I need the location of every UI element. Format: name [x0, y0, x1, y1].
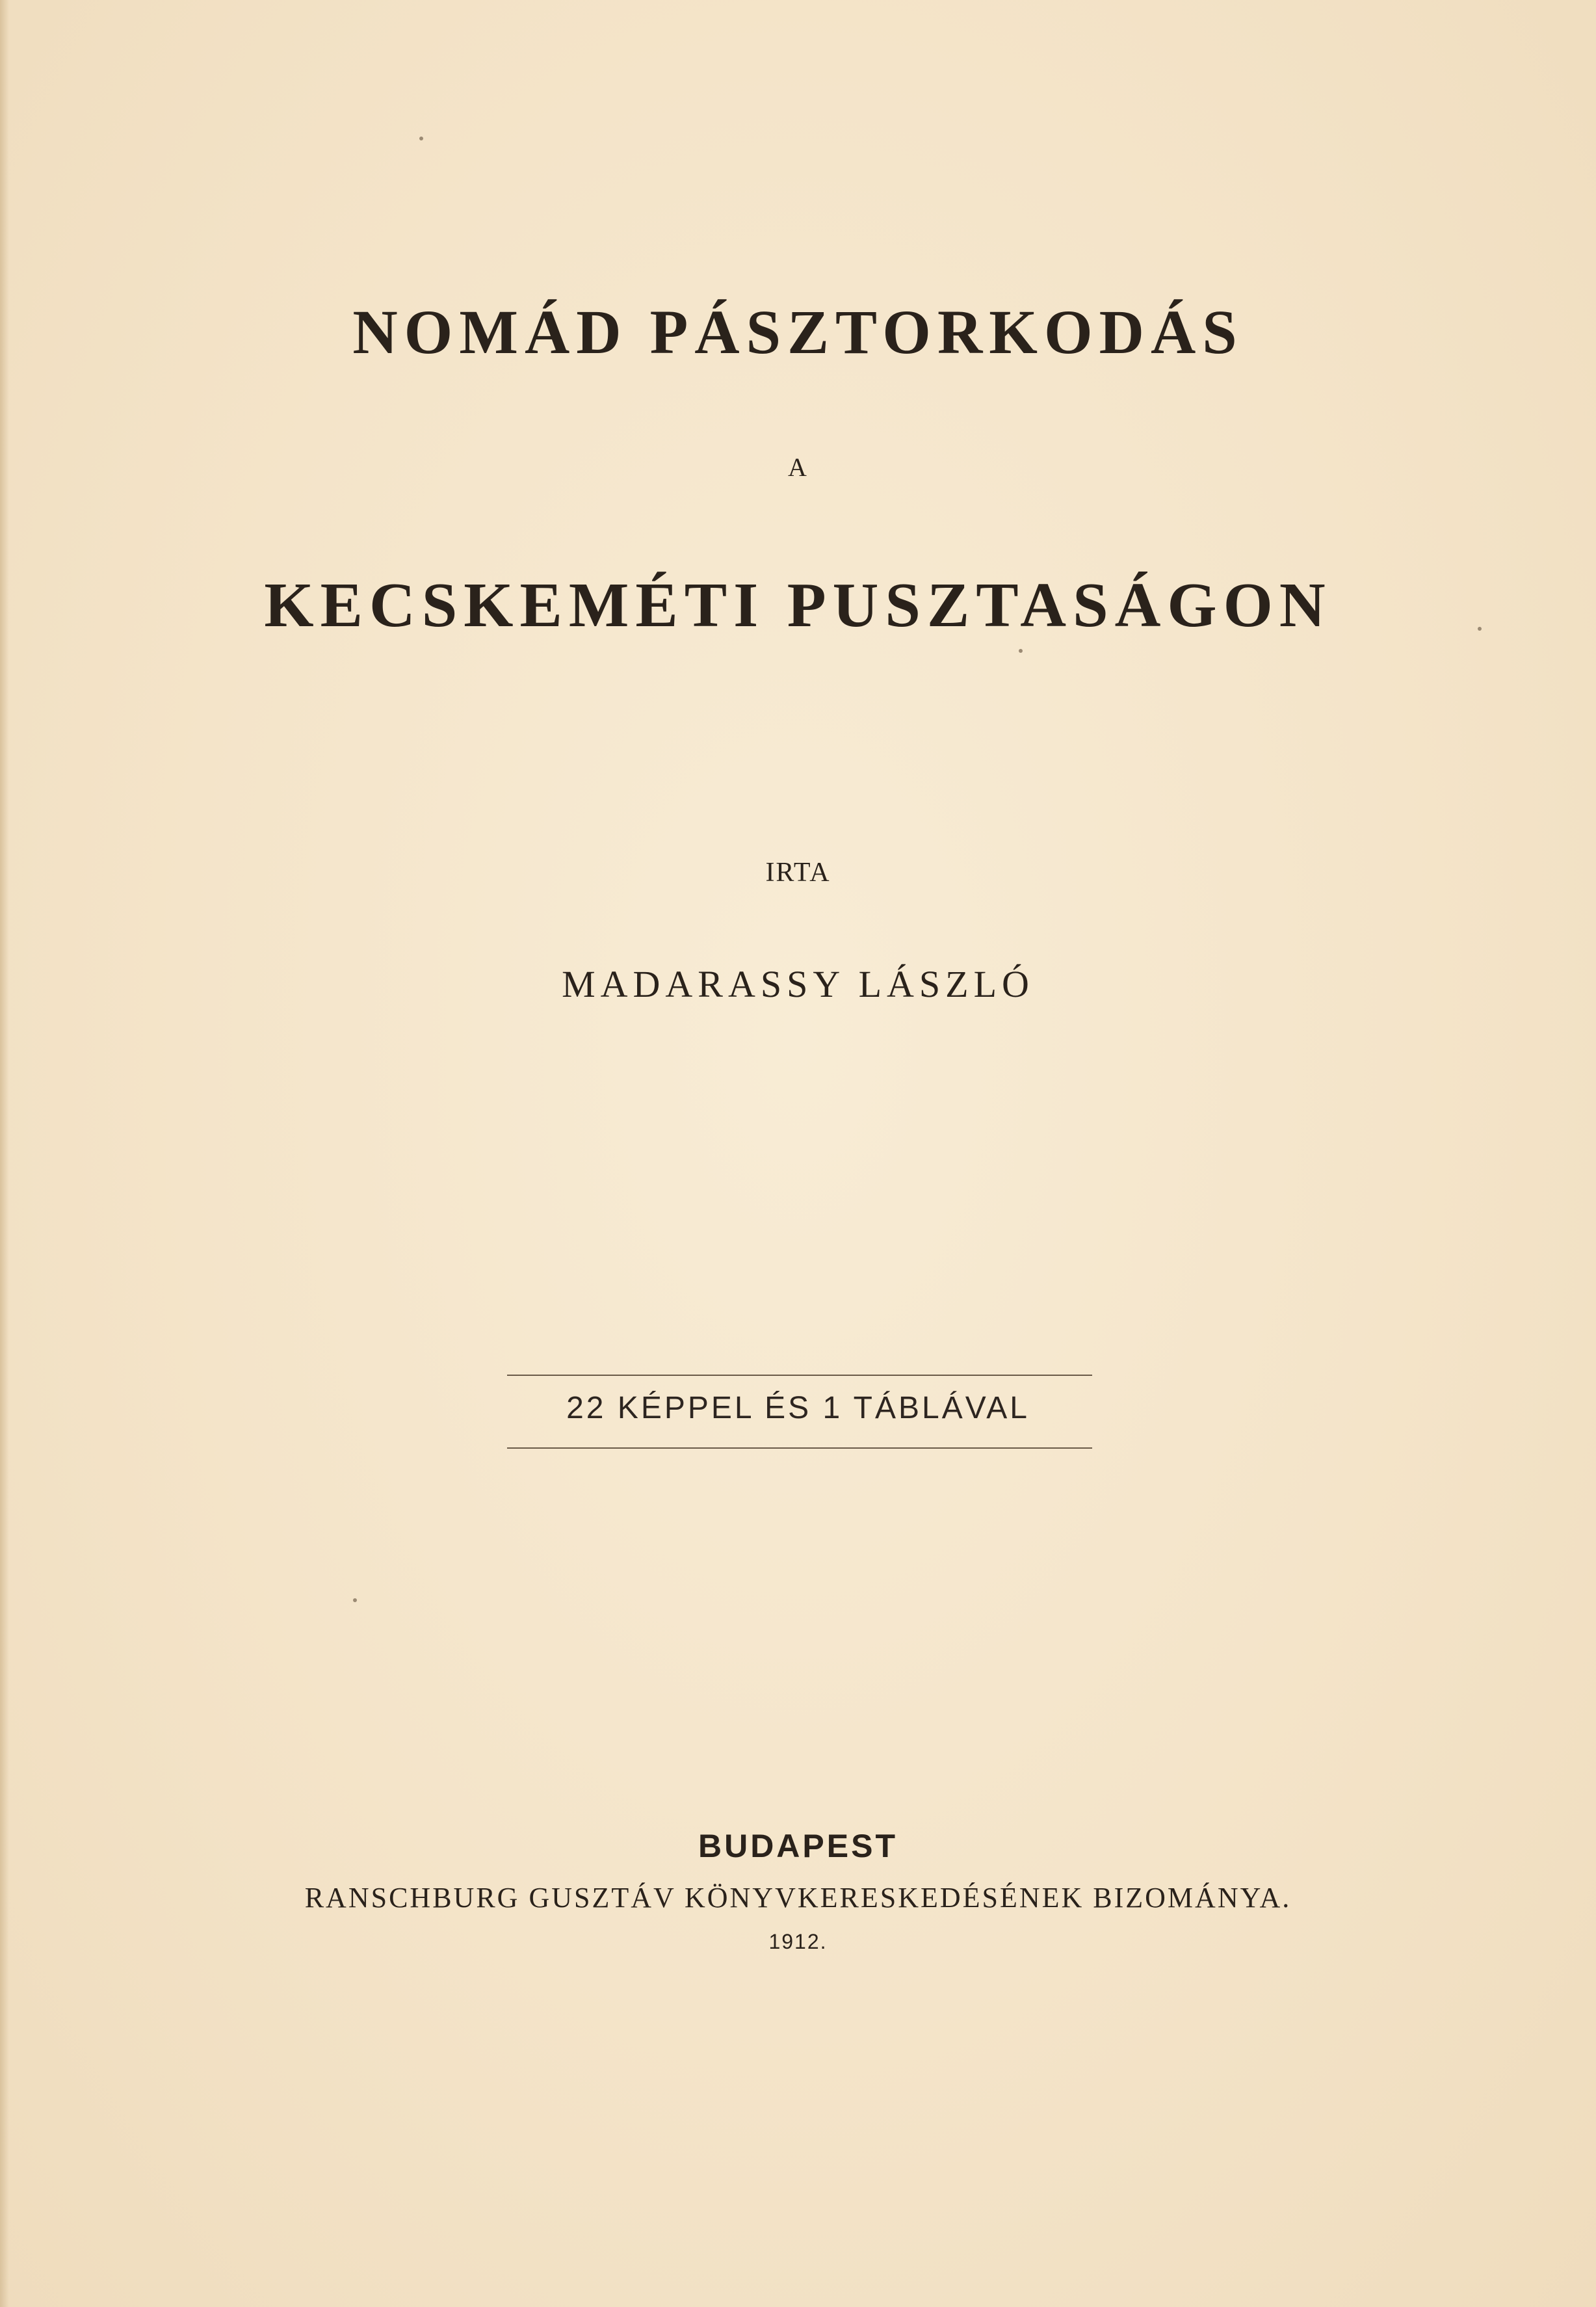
imprint-year: 1912. [768, 1930, 828, 1953]
illustrations-note: 22 KÉPPEL ÉS 1 TÁBLÁVAL [566, 1391, 1030, 1425]
title-line-1: NOMÁD PÁSZTORKODÁS [352, 297, 1244, 367]
bottom-rule [507, 1447, 1092, 1449]
imprint-publisher: RANSCHBURG GUSZTÁV KÖNYVKERESKEDÉSÉNEK BIZOMÁNYA. [304, 1882, 1292, 1914]
paper-speck [1019, 649, 1023, 653]
paper-speck [419, 137, 423, 140]
author-name: MADARASSY LÁSZLÓ [562, 963, 1034, 1005]
paper-speck [1478, 627, 1482, 631]
title-connector: A [788, 453, 808, 482]
paper-speck [353, 1598, 357, 1602]
top-rule [507, 1375, 1092, 1376]
title-line-2: KECSKEMÉTI PUSZTASÁGON [264, 570, 1332, 640]
imprint-city: BUDAPEST [698, 1828, 898, 1864]
byline-label: IRTA [765, 858, 831, 888]
